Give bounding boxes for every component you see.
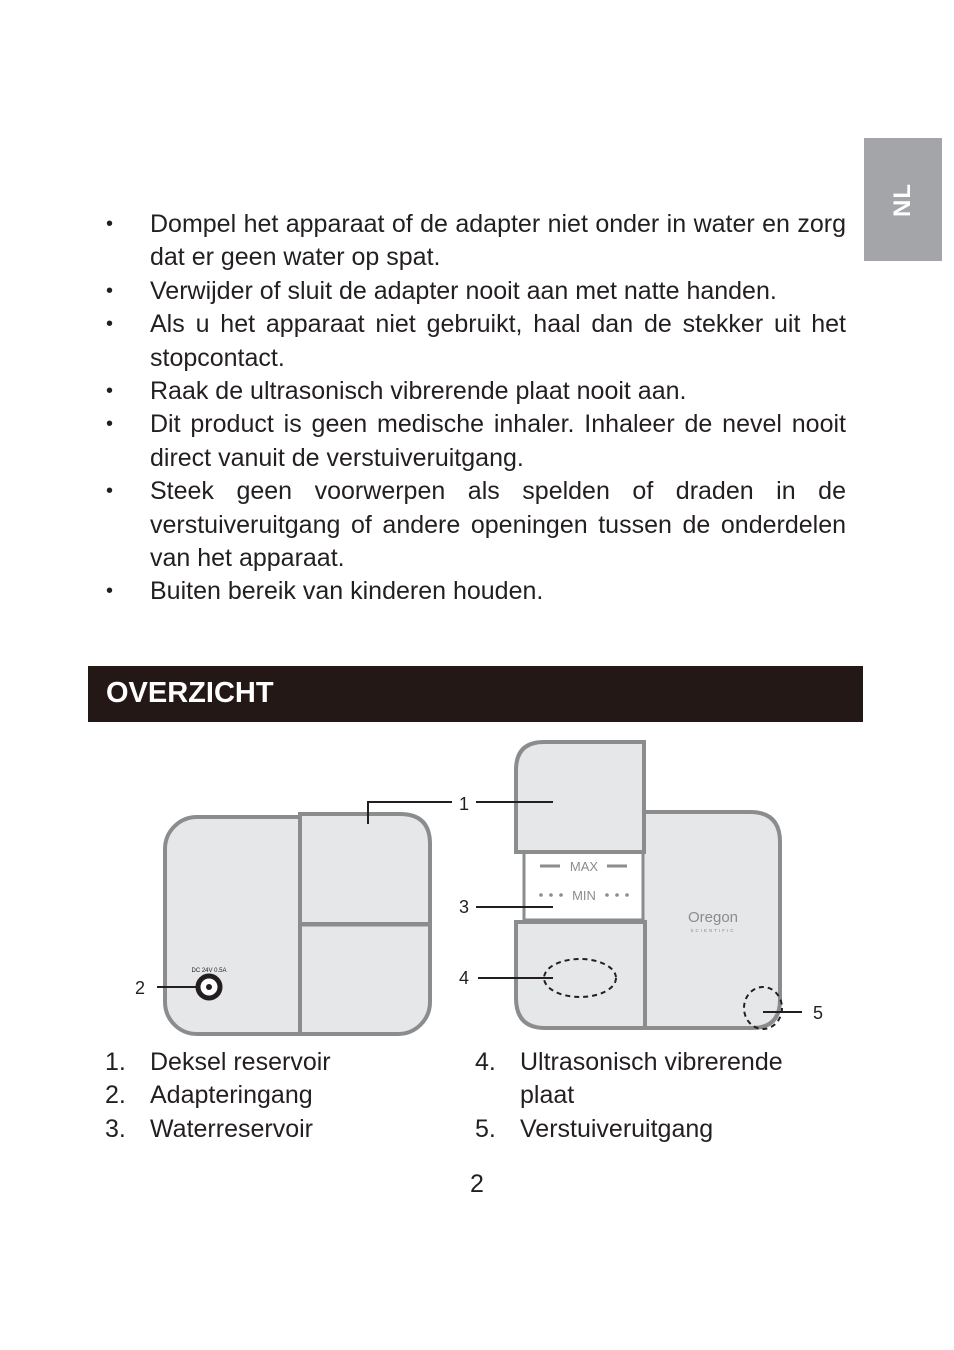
brand-logo: Oregon [687, 909, 739, 926]
legend-item [475, 1046, 835, 1113]
legend-item [105, 1079, 425, 1112]
max-label: MAX [569, 859, 599, 874]
bullet-text: Dit product is geen medische inhaler. Inhaleer de nevel nooit direct vanuit de verstuiveruitgang. [150, 410, 846, 472]
device-right-illustration [516, 742, 782, 1029]
legend-text: Waterreservoir [150, 1114, 313, 1143]
bullet-icon: • [106, 480, 114, 503]
legend-item [105, 1046, 425, 1079]
dc-label: DC 24V 0.5A [191, 968, 227, 974]
bullet-icon: • [106, 313, 114, 336]
bullet-icon: • [106, 213, 114, 235]
legend-number: 2. [105, 1081, 126, 1110]
bullet-icon: • [106, 580, 114, 603]
section-title: OVERZICHT [106, 677, 274, 709]
brand-subtitle: SCIENTIFIC [690, 928, 736, 933]
legend-number: 5. [475, 1114, 496, 1143]
bullet-text: Dompel het apparaat of de adapter niet onder in water en zorg dat er geen water op spat. [150, 210, 846, 272]
callout-4: 4 [458, 968, 470, 988]
legend-item [105, 1113, 425, 1146]
parts-legend-left [105, 1046, 425, 1146]
legend-text: Ultrasonisch vibrerende plaat [520, 1048, 783, 1110]
callout-2: 2 [134, 978, 146, 998]
legend-text: Adapteringang [150, 1081, 313, 1110]
bullet-icon: • [106, 413, 114, 436]
legend-item [475, 1113, 835, 1146]
bullet-icon: • [106, 380, 114, 403]
min-label: MIN [572, 888, 596, 903]
legend-number: 3. [105, 1114, 126, 1143]
device-left-illustration [165, 814, 430, 1034]
bullet-icon: • [106, 279, 114, 302]
legend-text: Deksel reservoir [150, 1048, 331, 1076]
language-tab-label: NL [889, 182, 916, 217]
legend-number: 1. [105, 1048, 126, 1076]
callout-1: 1 [458, 794, 470, 814]
legend-text: Verstuiveruitgang [520, 1114, 714, 1143]
legend-number: 4. [475, 1048, 496, 1076]
callout-3: 3 [458, 897, 470, 917]
bullet-text: Steek geen voorwerpen als spelden of draden in de verstuiveruitgang of andere openingen tussen de onderdelen van het apparaat. [150, 477, 846, 573]
bullet-text: Als u het apparaat niet gebruikt, haal dan de stekker uit het stopcontact. [150, 310, 846, 372]
callout-5: 5 [812, 1003, 824, 1023]
bullet-text: Raak de ultrasonisch vibrerende plaat nooit aan. [150, 377, 687, 406]
parts-legend-right [475, 1046, 835, 1146]
page-number: 2 [470, 1170, 484, 1198]
bullet-text: Buiten bereik van kinderen houden. [150, 577, 544, 606]
bullet-text: Verwijder of sluit de adapter nooit aan met natte handen. [150, 276, 777, 305]
